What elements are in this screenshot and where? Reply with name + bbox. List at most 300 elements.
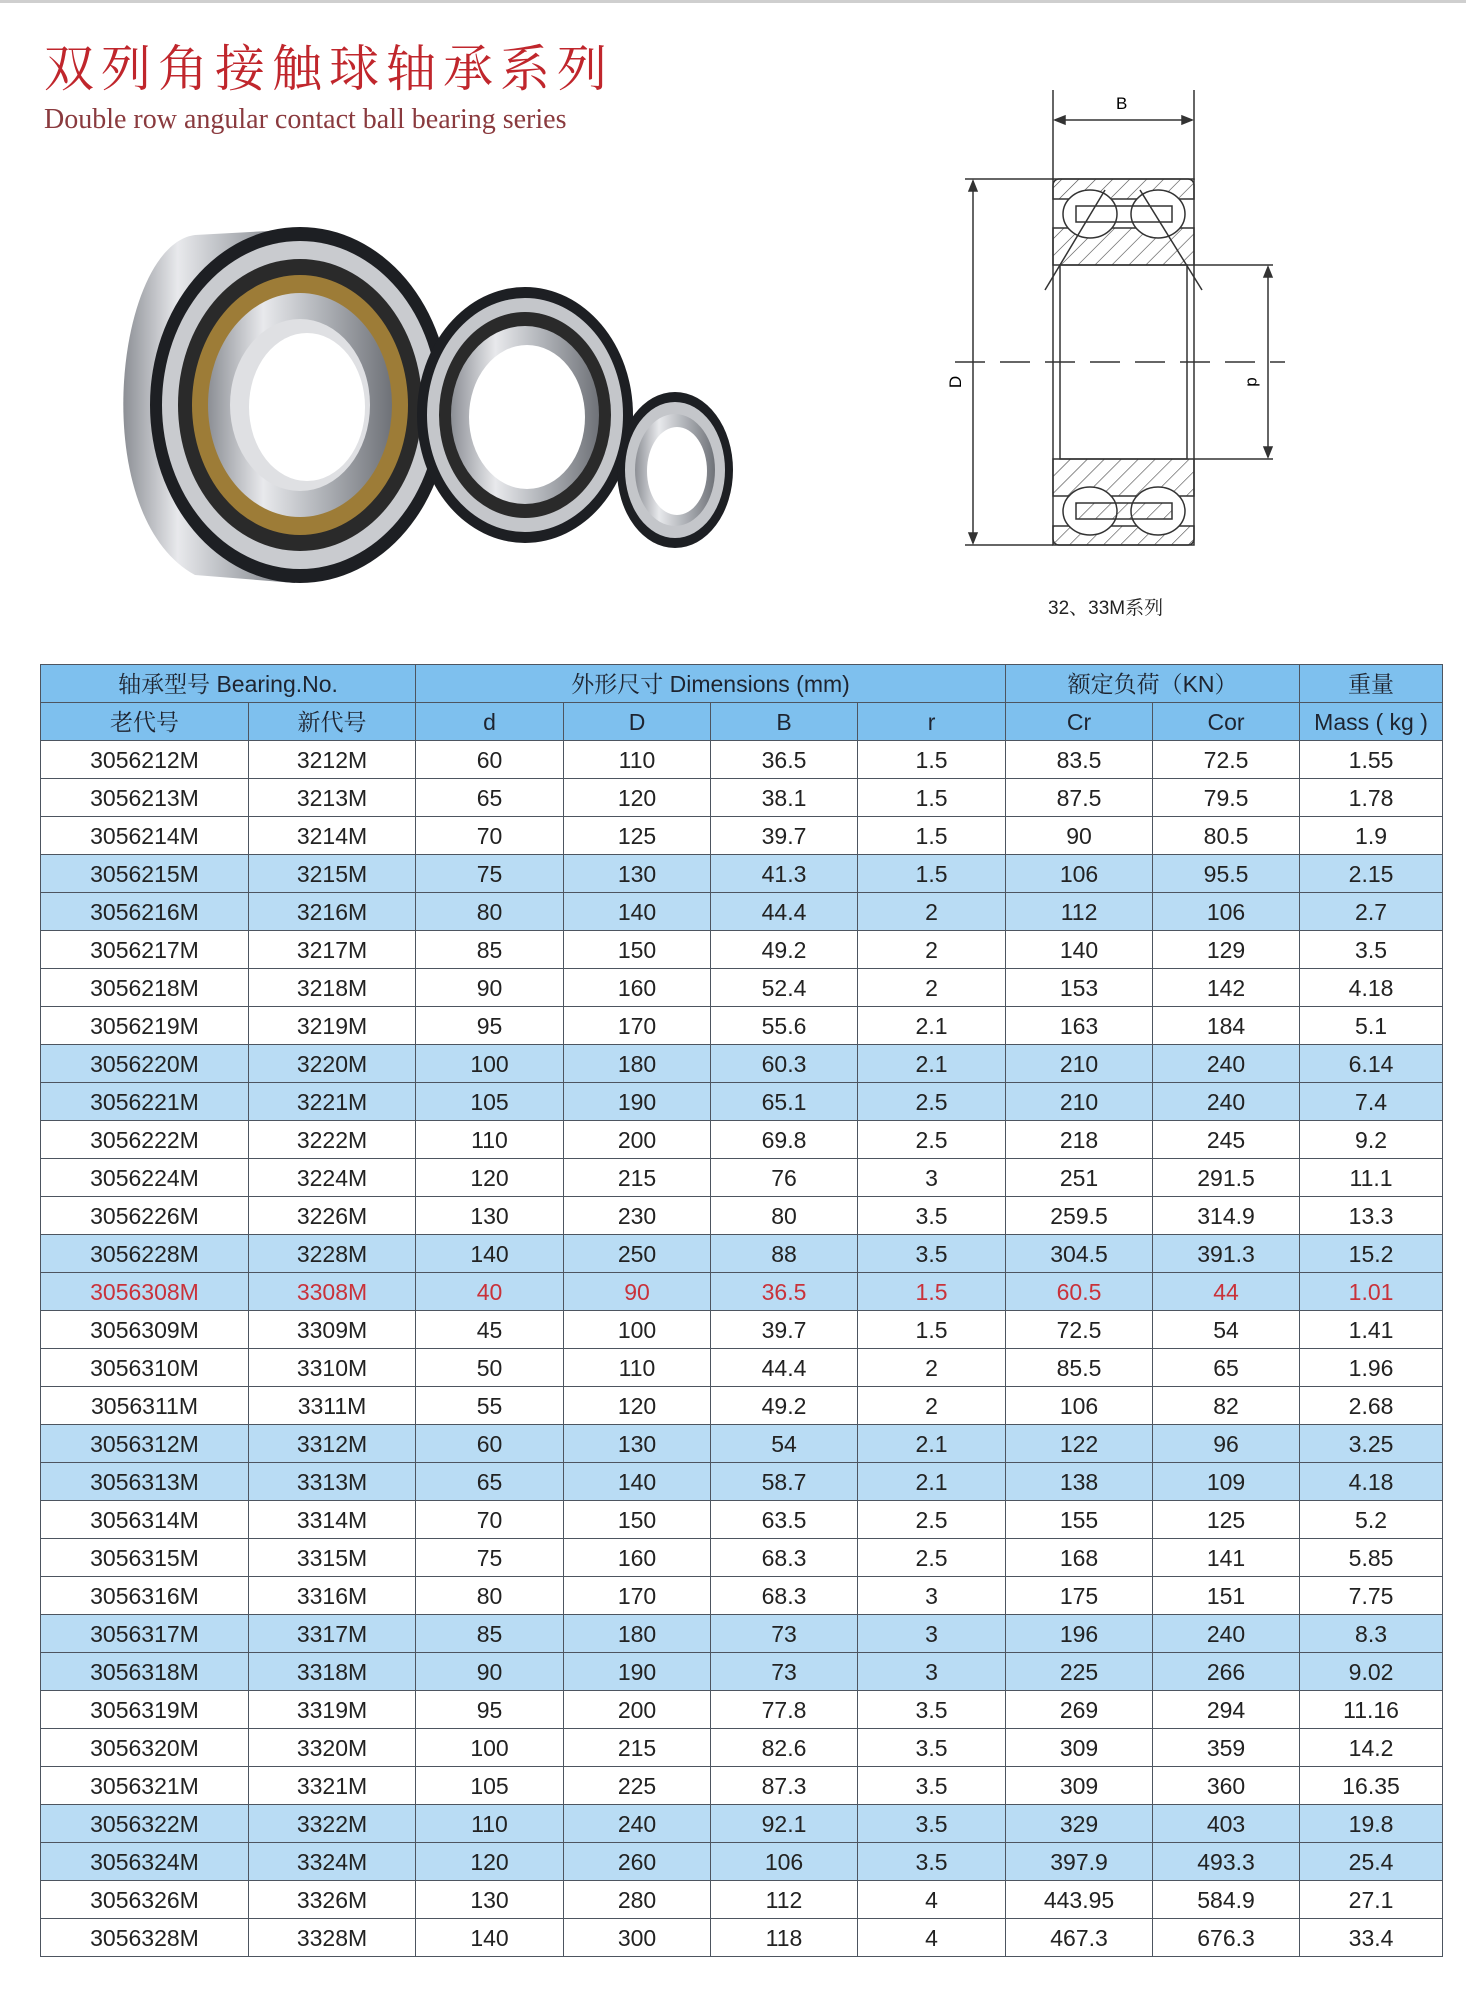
table-row	[41, 1615, 1443, 1653]
cell-old-code: 3056218M	[41, 969, 249, 1007]
cell-cor: 245	[1153, 1121, 1300, 1159]
cell-mass: 1.78	[1300, 779, 1443, 817]
cell-outer-d: 260	[564, 1843, 711, 1881]
cell-width-b: 118	[711, 1919, 858, 1957]
cell-radius-r: 3.5	[858, 1843, 1006, 1881]
cell-d: 100	[416, 1729, 564, 1767]
cell-radius-r: 3.5	[858, 1691, 1006, 1729]
cell-outer-d: 150	[564, 931, 711, 969]
cell-d: 90	[416, 969, 564, 1007]
cell-radius-r: 4	[858, 1919, 1006, 1957]
table-row	[41, 1007, 1443, 1045]
cell-mass: 4.18	[1300, 969, 1443, 1007]
table-row	[41, 1691, 1443, 1729]
cell-cor: 584.9	[1153, 1881, 1300, 1919]
cell-old-code: 3056309M	[41, 1311, 249, 1349]
cell-old-code: 3056308M	[41, 1273, 249, 1311]
cell-width-b: 80	[711, 1197, 858, 1235]
cell-radius-r: 4	[858, 1881, 1006, 1919]
cell-width-b: 44.4	[711, 1349, 858, 1387]
cell-outer-d: 130	[564, 855, 711, 893]
column-header-outer-d: D	[564, 703, 711, 741]
cell-old-code: 3056228M	[41, 1235, 249, 1273]
cell-old-code: 3056318M	[41, 1653, 249, 1691]
table-row	[41, 1881, 1443, 1919]
cell-mass: 13.3	[1300, 1197, 1443, 1235]
cell-d: 90	[416, 1653, 564, 1691]
cell-radius-r: 1.5	[858, 1273, 1006, 1311]
cell-new-code: 3311M	[249, 1387, 416, 1425]
cell-new-code: 3317M	[249, 1615, 416, 1653]
cell-width-b: 69.8	[711, 1121, 858, 1159]
cell-width-b: 36.5	[711, 741, 858, 779]
cell-cr: 163	[1006, 1007, 1153, 1045]
cell-d: 130	[416, 1197, 564, 1235]
cell-cor: 72.5	[1153, 741, 1300, 779]
cell-d: 85	[416, 1615, 564, 1653]
cell-cr: 443.95	[1006, 1881, 1153, 1919]
cell-width-b: 49.2	[711, 931, 858, 969]
cell-d: 85	[416, 931, 564, 969]
cell-old-code: 3056326M	[41, 1881, 249, 1919]
cell-d: 65	[416, 779, 564, 817]
cell-d: 55	[416, 1387, 564, 1425]
cell-old-code: 3056314M	[41, 1501, 249, 1539]
cell-d: 120	[416, 1159, 564, 1197]
cell-old-code: 3056222M	[41, 1121, 249, 1159]
cell-width-b: 77.8	[711, 1691, 858, 1729]
cell-new-code: 3215M	[249, 855, 416, 893]
cell-width-b: 106	[711, 1843, 858, 1881]
cell-cr: 309	[1006, 1767, 1153, 1805]
cell-new-code: 3321M	[249, 1767, 416, 1805]
cell-outer-d: 190	[564, 1653, 711, 1691]
cell-radius-r: 2	[858, 1387, 1006, 1425]
cell-cr: 106	[1006, 1387, 1153, 1425]
cell-mass: 5.1	[1300, 1007, 1443, 1045]
cell-cor: 314.9	[1153, 1197, 1300, 1235]
diagram-caption: 32、33M系列	[1048, 598, 1164, 619]
cell-width-b: 68.3	[711, 1577, 858, 1615]
cell-width-b: 54	[711, 1425, 858, 1463]
cell-old-code: 3056213M	[41, 779, 249, 817]
cell-cr: 85.5	[1006, 1349, 1153, 1387]
cell-d: 80	[416, 893, 564, 931]
cell-old-code: 3056217M	[41, 931, 249, 969]
cell-width-b: 52.4	[711, 969, 858, 1007]
cell-width-b: 39.7	[711, 1311, 858, 1349]
cell-outer-d: 150	[564, 1501, 711, 1539]
cell-outer-d: 215	[564, 1729, 711, 1767]
cell-d: 110	[416, 1121, 564, 1159]
cell-cor: 54	[1153, 1311, 1300, 1349]
cell-new-code: 3322M	[249, 1805, 416, 1843]
cell-width-b: 73	[711, 1653, 858, 1691]
cell-cor: 266	[1153, 1653, 1300, 1691]
cell-cor: 44	[1153, 1273, 1300, 1311]
cell-mass: 1.55	[1300, 741, 1443, 779]
table-row	[41, 1387, 1443, 1425]
cell-new-code: 3318M	[249, 1653, 416, 1691]
cell-width-b: 73	[711, 1615, 858, 1653]
cell-cor: 493.3	[1153, 1843, 1300, 1881]
cell-old-code: 3056316M	[41, 1577, 249, 1615]
cell-outer-d: 180	[564, 1045, 711, 1083]
cell-cor: 129	[1153, 931, 1300, 969]
cell-new-code: 3214M	[249, 817, 416, 855]
top-border	[0, 0, 1466, 3]
cell-mass: 11.16	[1300, 1691, 1443, 1729]
table-row	[41, 1349, 1443, 1387]
cell-old-code: 3056214M	[41, 817, 249, 855]
table-row	[41, 817, 1443, 855]
cell-width-b: 44.4	[711, 893, 858, 931]
cell-old-code: 3056220M	[41, 1045, 249, 1083]
cell-old-code: 3056221M	[41, 1083, 249, 1121]
cell-new-code: 3314M	[249, 1501, 416, 1539]
cell-cr: 122	[1006, 1425, 1153, 1463]
cell-old-code: 3056324M	[41, 1843, 249, 1881]
cell-d: 80	[416, 1577, 564, 1615]
cell-new-code: 3310M	[249, 1349, 416, 1387]
table-row	[41, 1083, 1443, 1121]
column-header-old-code: 老代号	[41, 703, 249, 741]
page-title-english: Double row angular contact ball bearing series	[44, 104, 567, 135]
cell-radius-r: 2	[858, 931, 1006, 969]
cell-cr: 329	[1006, 1805, 1153, 1843]
cell-width-b: 65.1	[711, 1083, 858, 1121]
cell-outer-d: 225	[564, 1767, 711, 1805]
cell-outer-d: 120	[564, 1387, 711, 1425]
table-row	[41, 931, 1443, 969]
cell-old-code: 3056310M	[41, 1349, 249, 1387]
cell-radius-r: 2	[858, 1349, 1006, 1387]
cell-d: 110	[416, 1805, 564, 1843]
cell-d: 100	[416, 1045, 564, 1083]
cell-old-code: 3056312M	[41, 1425, 249, 1463]
cell-mass: 15.2	[1300, 1235, 1443, 1273]
cell-cr: 196	[1006, 1615, 1153, 1653]
cell-radius-r: 3	[858, 1653, 1006, 1691]
cell-width-b: 88	[711, 1235, 858, 1273]
cell-new-code: 3313M	[249, 1463, 416, 1501]
cell-outer-d: 230	[564, 1197, 711, 1235]
cell-width-b: 92.1	[711, 1805, 858, 1843]
cell-new-code: 3226M	[249, 1197, 416, 1235]
cell-cr: 210	[1006, 1045, 1153, 1083]
cell-d: 140	[416, 1235, 564, 1273]
cell-width-b: 76	[711, 1159, 858, 1197]
cell-outer-d: 200	[564, 1691, 711, 1729]
cell-radius-r: 3.5	[858, 1197, 1006, 1235]
cell-cr: 155	[1006, 1501, 1153, 1539]
table-row	[41, 1729, 1443, 1767]
table-row	[41, 1425, 1443, 1463]
cell-old-code: 3056219M	[41, 1007, 249, 1045]
cell-cr: 87.5	[1006, 779, 1153, 817]
cell-cr: 210	[1006, 1083, 1153, 1121]
cell-new-code: 3312M	[249, 1425, 416, 1463]
cell-cr: 175	[1006, 1577, 1153, 1615]
table-row	[41, 1653, 1443, 1691]
cell-radius-r: 3.5	[858, 1729, 1006, 1767]
cell-width-b: 87.3	[711, 1767, 858, 1805]
cell-cr: 225	[1006, 1653, 1153, 1691]
cell-width-b: 41.3	[711, 855, 858, 893]
cell-cor: 141	[1153, 1539, 1300, 1577]
cell-mass: 2.15	[1300, 855, 1443, 893]
cell-width-b: 55.6	[711, 1007, 858, 1045]
cell-cor: 96	[1153, 1425, 1300, 1463]
cell-new-code: 3324M	[249, 1843, 416, 1881]
cell-radius-r: 2.1	[858, 1007, 1006, 1045]
cell-radius-r: 2.5	[858, 1539, 1006, 1577]
cell-cor: 240	[1153, 1615, 1300, 1653]
cell-cr: 467.3	[1006, 1919, 1153, 1957]
cell-cr: 153	[1006, 969, 1153, 1007]
table-row	[41, 779, 1443, 817]
cell-mass: 19.8	[1300, 1805, 1443, 1843]
cell-mass: 9.02	[1300, 1653, 1443, 1691]
cell-old-code: 3056224M	[41, 1159, 249, 1197]
cell-d: 45	[416, 1311, 564, 1349]
cell-new-code: 3228M	[249, 1235, 416, 1273]
cell-radius-r: 1.5	[858, 1311, 1006, 1349]
cell-cr: 309	[1006, 1729, 1153, 1767]
cell-radius-r: 2.1	[858, 1045, 1006, 1083]
diagram-label-B: B	[1116, 94, 1128, 113]
cell-mass: 27.1	[1300, 1881, 1443, 1919]
cell-mass: 2.7	[1300, 893, 1443, 931]
table-row	[41, 855, 1443, 893]
cell-mass: 1.41	[1300, 1311, 1443, 1349]
cell-radius-r: 2	[858, 969, 1006, 1007]
cell-width-b: 49.2	[711, 1387, 858, 1425]
cell-new-code: 3217M	[249, 931, 416, 969]
cell-new-code: 3219M	[249, 1007, 416, 1045]
cell-radius-r: 3.5	[858, 1805, 1006, 1843]
table-row	[41, 969, 1443, 1007]
bearing-spec-table	[40, 664, 1443, 1957]
diagram-label-d: d	[1243, 377, 1263, 387]
cell-cr: 60.5	[1006, 1273, 1153, 1311]
table-row	[41, 1159, 1443, 1197]
cell-new-code: 3319M	[249, 1691, 416, 1729]
cell-cr: 90	[1006, 817, 1153, 855]
cell-outer-d: 120	[564, 779, 711, 817]
cell-new-code: 3326M	[249, 1881, 416, 1919]
cell-width-b: 39.7	[711, 817, 858, 855]
cell-radius-r: 2	[858, 893, 1006, 931]
cell-width-b: 36.5	[711, 1273, 858, 1311]
cell-cor: 79.5	[1153, 779, 1300, 817]
cell-width-b: 38.1	[711, 779, 858, 817]
table-row	[41, 1311, 1443, 1349]
cell-outer-d: 140	[564, 1463, 711, 1501]
cell-width-b: 68.3	[711, 1539, 858, 1577]
table-row	[41, 1805, 1443, 1843]
cell-old-code: 3056320M	[41, 1729, 249, 1767]
cell-mass: 14.2	[1300, 1729, 1443, 1767]
table-row	[41, 1197, 1443, 1235]
cell-radius-r: 2.5	[858, 1501, 1006, 1539]
cell-outer-d: 240	[564, 1805, 711, 1843]
cell-cor: 294	[1153, 1691, 1300, 1729]
cell-radius-r: 2.5	[858, 1121, 1006, 1159]
column-header-width-b: B	[711, 703, 858, 741]
cell-mass: 4.18	[1300, 1463, 1443, 1501]
cell-cr: 140	[1006, 931, 1153, 969]
cell-mass: 2.68	[1300, 1387, 1443, 1425]
cell-cr: 397.9	[1006, 1843, 1153, 1881]
cell-new-code: 3221M	[249, 1083, 416, 1121]
cell-d: 75	[416, 855, 564, 893]
cell-cr: 72.5	[1006, 1311, 1153, 1349]
cell-d: 70	[416, 817, 564, 855]
table-row	[41, 1235, 1443, 1273]
cell-outer-d: 110	[564, 1349, 711, 1387]
cell-old-code: 3056328M	[41, 1919, 249, 1957]
cell-outer-d: 180	[564, 1615, 711, 1653]
cell-d: 105	[416, 1083, 564, 1121]
cell-cor: 291.5	[1153, 1159, 1300, 1197]
table-row	[41, 1045, 1443, 1083]
cell-new-code: 3216M	[249, 893, 416, 931]
cell-outer-d: 160	[564, 969, 711, 1007]
cell-new-code: 3218M	[249, 969, 416, 1007]
page-title-chinese: 双列角接触球轴承系列	[44, 40, 614, 98]
bearing-cross-section-diagram	[940, 80, 1300, 590]
cell-outer-d: 300	[564, 1919, 711, 1957]
cell-radius-r: 2.1	[858, 1425, 1006, 1463]
cell-cor: 95.5	[1153, 855, 1300, 893]
cell-old-code: 3056311M	[41, 1387, 249, 1425]
cell-outer-d: 215	[564, 1159, 711, 1197]
cell-new-code: 3222M	[249, 1121, 416, 1159]
cell-old-code: 3056322M	[41, 1805, 249, 1843]
bearing-product-photo	[95, 215, 755, 595]
cell-old-code: 3056319M	[41, 1691, 249, 1729]
cell-old-code: 3056313M	[41, 1463, 249, 1501]
cell-mass: 11.1	[1300, 1159, 1443, 1197]
cell-old-code: 3056216M	[41, 893, 249, 931]
table-row	[41, 1463, 1443, 1501]
cell-cor: 240	[1153, 1045, 1300, 1083]
cell-d: 75	[416, 1539, 564, 1577]
cell-d: 120	[416, 1843, 564, 1881]
cell-cr: 112	[1006, 893, 1153, 931]
cell-d: 70	[416, 1501, 564, 1539]
table-row	[41, 1767, 1443, 1805]
cell-old-code: 3056215M	[41, 855, 249, 893]
cell-cr: 106	[1006, 855, 1153, 893]
cell-d: 140	[416, 1919, 564, 1957]
cell-new-code: 3309M	[249, 1311, 416, 1349]
column-header-mass: Mass ( kg )	[1300, 703, 1443, 741]
cell-width-b: 60.3	[711, 1045, 858, 1083]
cell-cr: 218	[1006, 1121, 1153, 1159]
cell-width-b: 63.5	[711, 1501, 858, 1539]
cell-new-code: 3212M	[249, 741, 416, 779]
cell-width-b: 58.7	[711, 1463, 858, 1501]
column-header-d: d	[416, 703, 564, 741]
cell-cor: 359	[1153, 1729, 1300, 1767]
cell-outer-d: 90	[564, 1273, 711, 1311]
table-row	[41, 1273, 1443, 1311]
cell-new-code: 3315M	[249, 1539, 416, 1577]
cell-radius-r: 3	[858, 1615, 1006, 1653]
cell-mass: 3.25	[1300, 1425, 1443, 1463]
cell-mass: 6.14	[1300, 1045, 1443, 1083]
cell-cor: 403	[1153, 1805, 1300, 1843]
cell-mass: 8.3	[1300, 1615, 1443, 1653]
cell-outer-d: 160	[564, 1539, 711, 1577]
cell-mass: 25.4	[1300, 1843, 1443, 1881]
cell-cr: 259.5	[1006, 1197, 1153, 1235]
cell-cr: 168	[1006, 1539, 1153, 1577]
cell-cor: 82	[1153, 1387, 1300, 1425]
cell-d: 95	[416, 1007, 564, 1045]
cell-old-code: 3056315M	[41, 1539, 249, 1577]
header-bearing-no: 轴承型号 Bearing.No.	[41, 665, 416, 703]
cell-cor: 142	[1153, 969, 1300, 1007]
column-header-cor: Cor	[1153, 703, 1300, 741]
column-header-new-code: 新代号	[249, 703, 416, 741]
cell-d: 105	[416, 1767, 564, 1805]
cell-radius-r: 3	[858, 1159, 1006, 1197]
cell-radius-r: 1.5	[858, 741, 1006, 779]
table-row	[41, 741, 1443, 779]
cell-old-code: 3056317M	[41, 1615, 249, 1653]
cell-mass: 16.35	[1300, 1767, 1443, 1805]
column-header-row	[41, 703, 1443, 741]
medium-bearing-icon	[417, 287, 633, 543]
cell-radius-r: 3.5	[858, 1235, 1006, 1273]
cell-d: 60	[416, 741, 564, 779]
cell-old-code: 3056212M	[41, 741, 249, 779]
cell-width-b: 112	[711, 1881, 858, 1919]
table-row	[41, 1121, 1443, 1159]
table-row	[41, 1843, 1443, 1881]
cell-cr: 138	[1006, 1463, 1153, 1501]
header-dimensions: 外形尺寸 Dimensions (mm)	[416, 665, 1006, 703]
cell-radius-r: 1.5	[858, 779, 1006, 817]
cell-mass: 33.4	[1300, 1919, 1443, 1957]
cell-d: 65	[416, 1463, 564, 1501]
table-row	[41, 1577, 1443, 1615]
cell-outer-d: 250	[564, 1235, 711, 1273]
cell-d: 40	[416, 1273, 564, 1311]
table-row	[41, 1919, 1443, 1957]
column-header-radius-r: r	[858, 703, 1006, 741]
cell-outer-d: 170	[564, 1577, 711, 1615]
cell-outer-d: 125	[564, 817, 711, 855]
column-header-cr: Cr	[1006, 703, 1153, 741]
cell-cor: 240	[1153, 1083, 1300, 1121]
cell-width-b: 82.6	[711, 1729, 858, 1767]
cell-outer-d: 190	[564, 1083, 711, 1121]
cell-radius-r: 1.5	[858, 817, 1006, 855]
cell-radius-r: 3	[858, 1577, 1006, 1615]
diagram-label-D: D	[946, 375, 966, 389]
cell-cr: 269	[1006, 1691, 1153, 1729]
cell-cor: 109	[1153, 1463, 1300, 1501]
header-rated-load: 额定负荷（KN）	[1006, 665, 1300, 703]
cell-d: 95	[416, 1691, 564, 1729]
cell-mass: 1.96	[1300, 1349, 1443, 1387]
cell-radius-r: 2.5	[858, 1083, 1006, 1121]
cell-mass: 7.4	[1300, 1083, 1443, 1121]
